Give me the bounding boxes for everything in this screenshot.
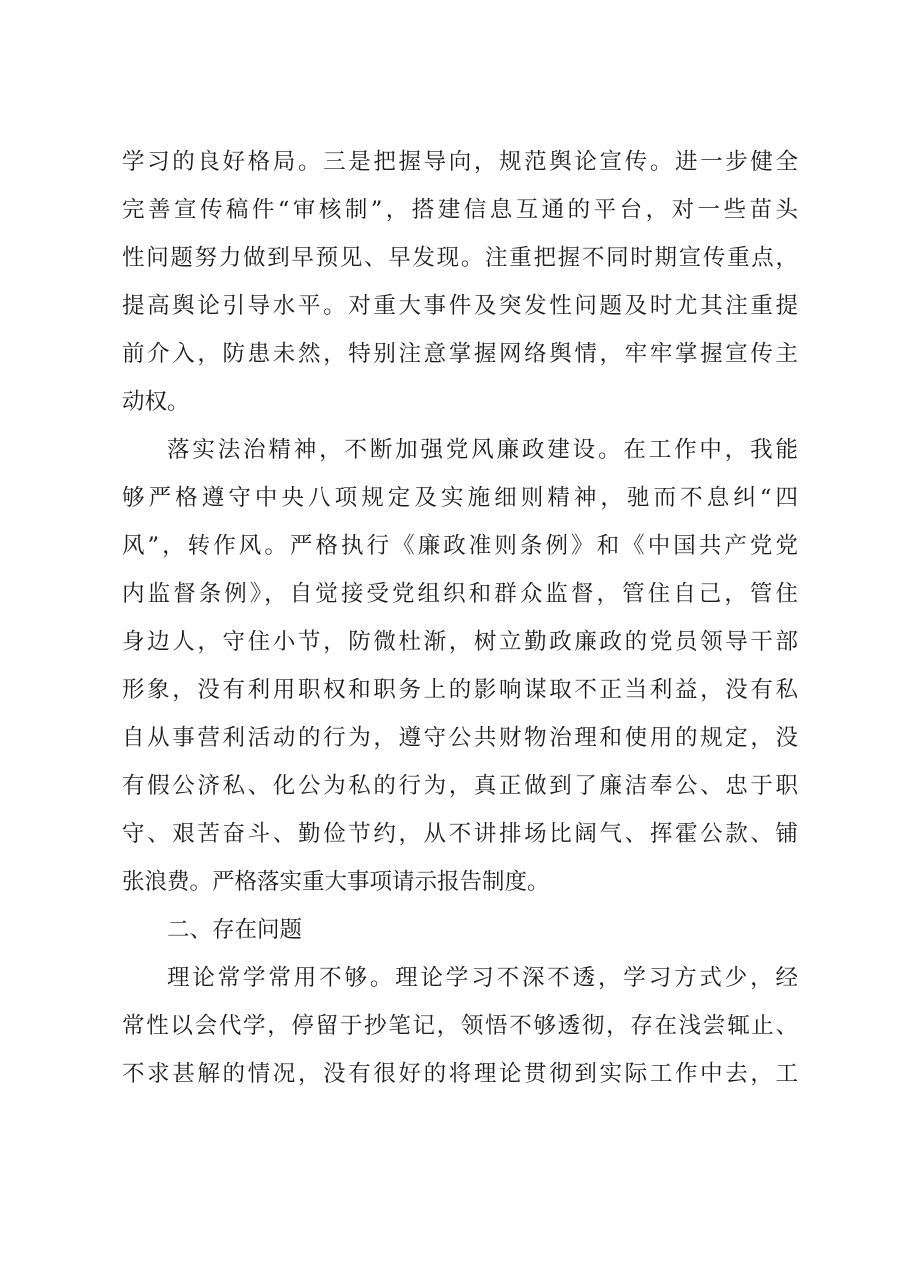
text-line: 动权。 bbox=[122, 389, 190, 415]
text-line: 性问题努力做到早预见、早发现。注重把握不同时期宣传重点， bbox=[122, 245, 798, 271]
text-line: 提高舆论引导水平。对重大事件及突发性问题及时尤其注重提 bbox=[122, 293, 798, 319]
text-line: 不求甚解的情况，没有很好的将理论贯彻到实际工作中去，工 bbox=[122, 1061, 798, 1087]
section-heading-text: 二、存在问题 bbox=[167, 917, 303, 943]
section-heading bbox=[122, 906, 798, 954]
document-body bbox=[122, 138, 798, 1098]
text-line: 形象，没有利用职权和职务上的影响谋取不正当利益，没有私 bbox=[122, 677, 798, 703]
text-line: 风”，转作风。严格执行《廉政准则条例》和《中国共产党党 bbox=[122, 533, 798, 559]
text-line: 常性以会代学，停留于抄笔记，领悟不够透彻，存在浅尝辄止、 bbox=[122, 1013, 798, 1039]
text-line: 内监督条例》，自觉接受党组织和群众监督，管住自己，管住 bbox=[122, 581, 798, 607]
text-line: 理论常学常用不够。理论学习不深不透，学习方式少，经 bbox=[167, 965, 798, 991]
text-line: 自从事营利活动的行为，遵守公共财物治理和使用的规定，没 bbox=[122, 725, 798, 751]
text-line: 守、艰苦奋斗、勤俭节约，从不讲排场比阔气、挥霍公款、铺 bbox=[122, 821, 798, 847]
text-line: 张浪费。严格落实重大事项请示报告制度。 bbox=[122, 869, 550, 895]
text-line: 有假公济私、化公为私的行为，真正做到了廉洁奉公、忠于职 bbox=[122, 773, 798, 799]
text-line: 落实法治精神，不断加强党风廉政建设。在工作中，我能 bbox=[167, 437, 798, 463]
paragraph-theory bbox=[122, 954, 798, 1098]
paragraph-propaganda bbox=[122, 138, 798, 426]
paragraph-integrity bbox=[122, 426, 798, 906]
text-line: 学习的良好格局。三是把握导向，规范舆论宣传。进一步健全 bbox=[122, 149, 798, 175]
text-line: 身边人，守住小节，防微杜渐，树立勤政廉政的党员领导干部 bbox=[122, 629, 798, 655]
text-line: 前介入，防患未然，特别注意掌握网络舆情，牢牢掌握宣传主 bbox=[122, 341, 798, 367]
text-line: 够严格遵守中央八项规定及实施细则精神，驰而不息纠“四 bbox=[122, 485, 798, 511]
text-line: 完善宣传稿件“审核制”，搭建信息互通的平台，对一些苗头 bbox=[122, 197, 798, 223]
